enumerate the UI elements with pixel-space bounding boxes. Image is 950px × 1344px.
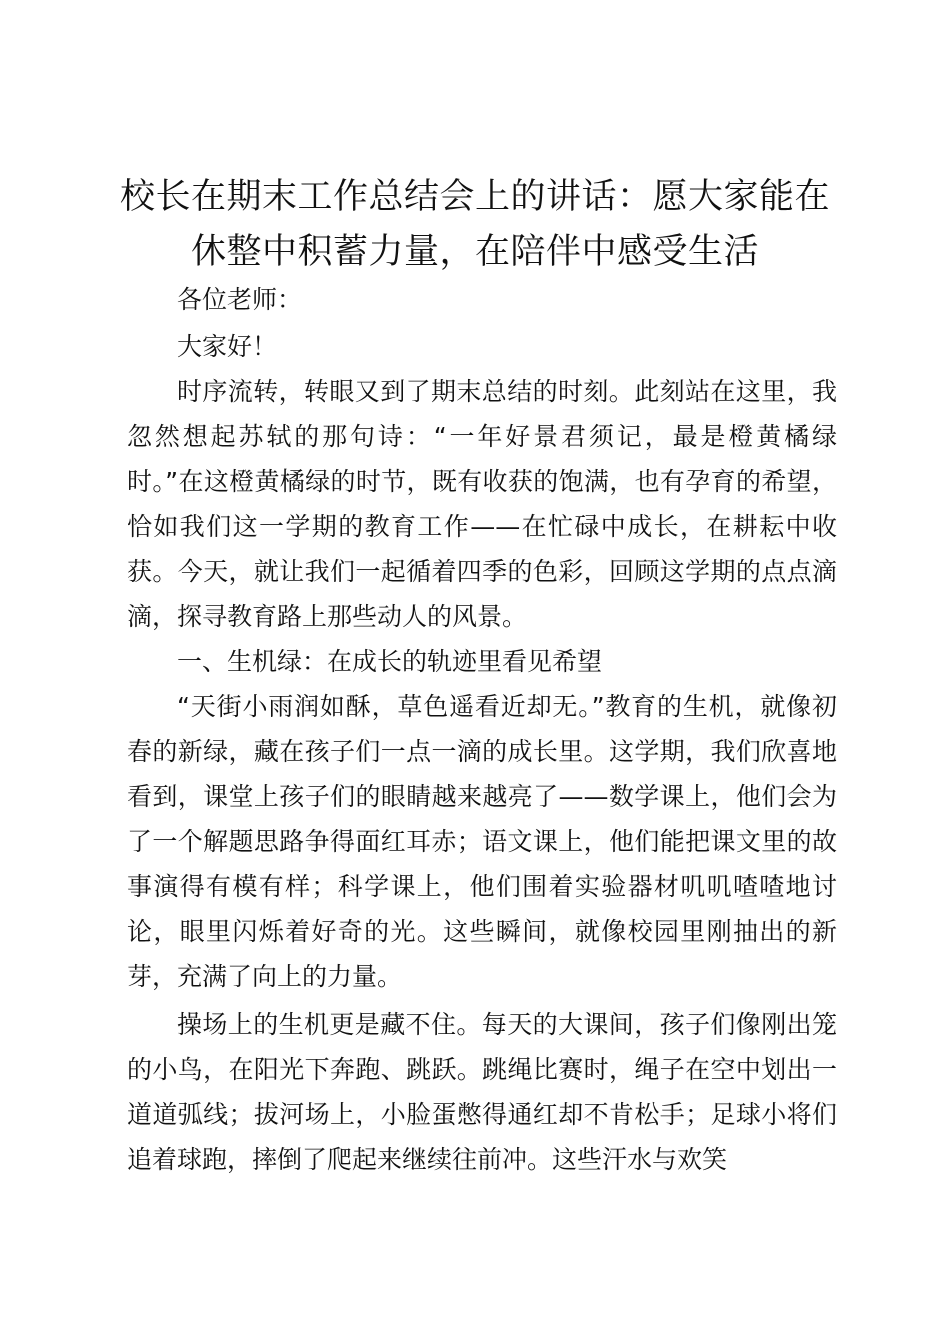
speech-body [127,277,837,1182]
title-line-2: 休整中积蓄力量，在陪伴中感受生活 [190,232,759,272]
paragraph-growth: “天街小雨润如酥，草色遥看近却无。”教育的生机，就像初春的新绿，藏在孩子们一点一滴的成长里。这学期，我们欣喜地看到，课堂上孩子们的眼睛越来越亮了——数学课上，他们会为了一个解题思路争得面红耳赤；语文课上，他们能把课文里的故事演得有模有样；科学课上，他们围着实验器材叽叽喳喳地讨论，眼里闪烁着好奇的光。这些瞬间，就像校园里刚抽出的新芽，充满了向上的力量。 [127,692,837,991]
paragraph-intro: 时序流转，转眼又到了期末总结的时刻。此刻站在这里，我忽然想起苏轼的那句诗：“一年好景君须记，最是橙黄橘绿时。”在这橙黄橘绿的时节，既有收获的饱满，也有孕育的希望，恰如我们这一学期的教育工作——在忙碌中成长，在耕耘中收获。今天，就让我们一起循着四季的色彩，回顾这学期的点点滴滴，探寻教育路上那些动人的风景。 [127,377,837,631]
speech-title [100,170,850,280]
salutation: 各位老师： [177,285,303,314]
greeting: 大家好！ [177,332,278,361]
title-line-1: 校长在期末工作总结会上的讲话：愿大家能在 [119,177,830,217]
section-heading-1: 一、生机绿：在成长的轨迹里看见希望 [177,647,603,676]
paragraph-playground: 操场上的生机更是藏不住。每天的大课间，孩子们像刚出笼的小鸟，在阳光下奔跑、跳跃。跳绳比赛时，绳子在空中划出一道道弧线；拔河场上，小脸蛋憋得通红却不肯松手；足球小将们追着球跑，摔倒了爬起来继续往前冲。这些汗水与欢笑 [127,1010,837,1174]
